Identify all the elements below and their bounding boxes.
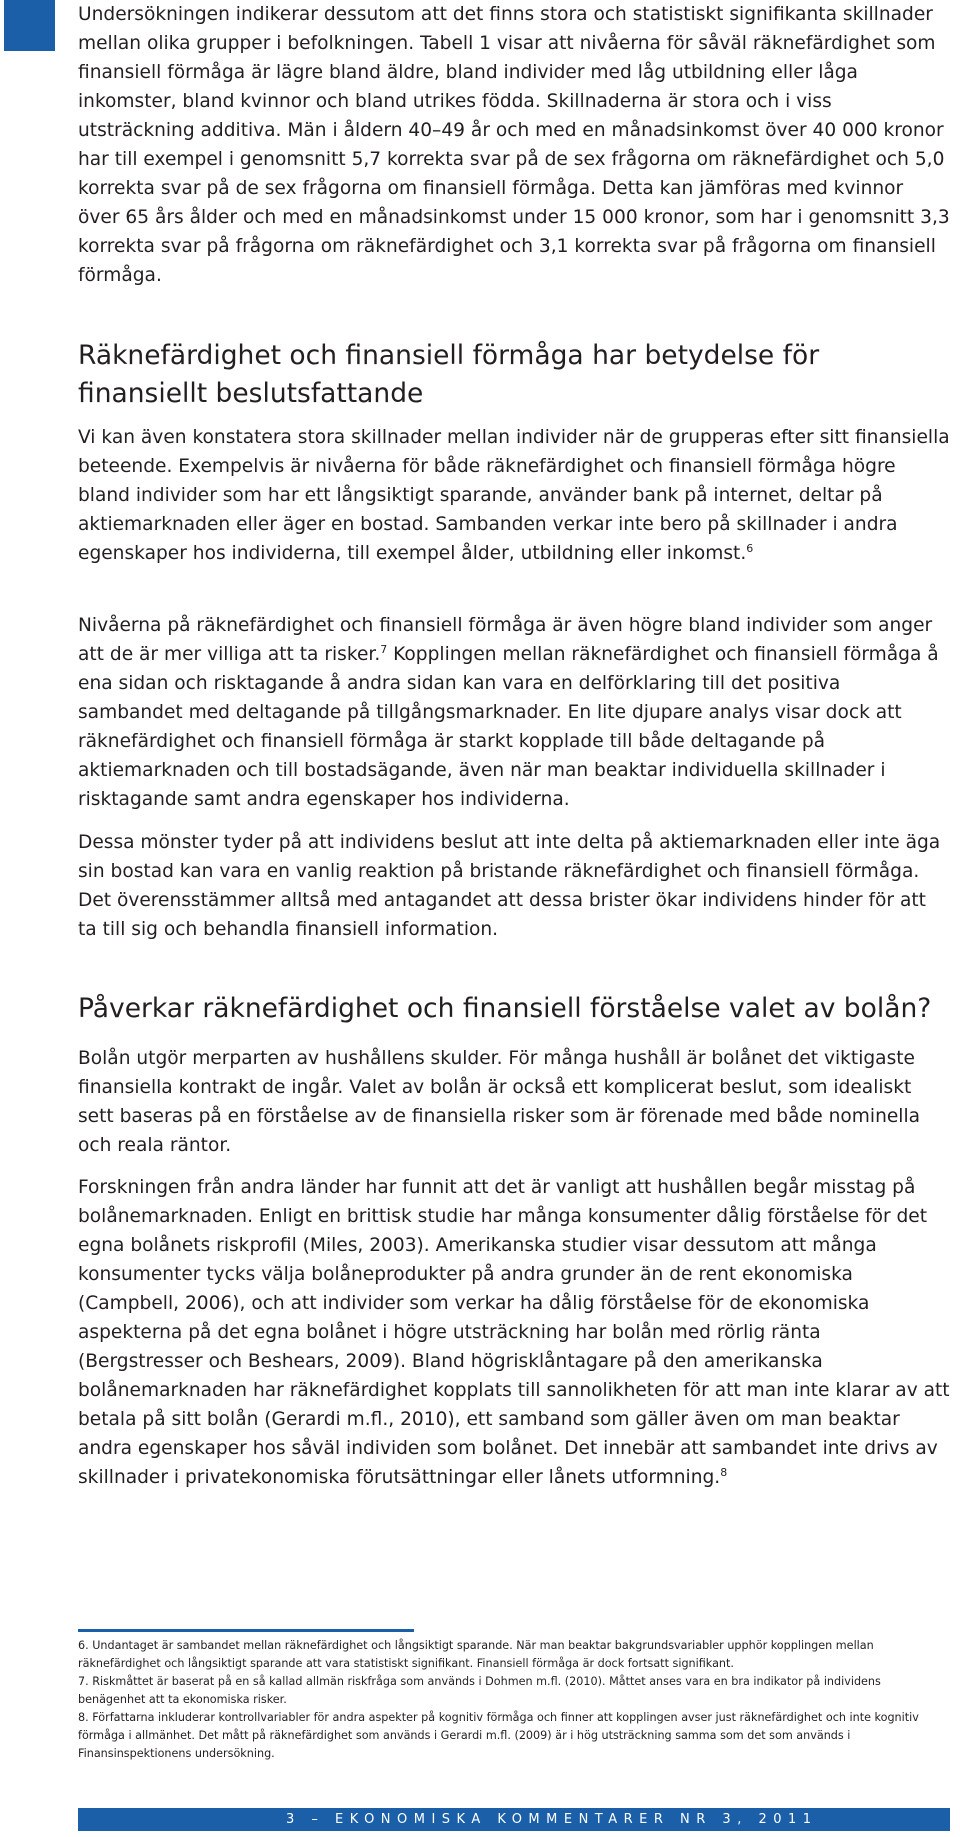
footnote: 6. Undantaget är sambandet mellan räknefärdighet och långsiktigt sparande. När man beaktar bakgrundsvariabler upphör kopplingen mellan räknefärdighet och långsiktigt sparande att vara statistiskt signifikant. Finansiell förmåga är dock fortsatt signifikant.: [78, 1639, 874, 1670]
body-paragraph: Bolån utgör merparten av hushållens skulder. För många hushåll är bolånet det viktigaste finansiella kontrakt de ingår. Valet av bolån är också ett komplicerat beslut, som idealiskt sett baseras på en förståelse av de finansiella risker som är förenade med både nominella och reala räntor.: [78, 1048, 921, 1156]
footnote-reference: 6: [746, 541, 754, 555]
body-paragraph: Undersökningen indikerar dessutom att det finns stora och statistiskt signifikanta skillnader mellan olika grupper i befolkningen. Tabell 1 visar att nivåerna för såväl räknefärdighet som finansiell förmåga är lägre bland äldre, bland individer med låg utbildning eller låga inkomster, bland kvinnor och bland utrikes födda. Skillnaderna är stora och i viss utsträckning additiva. Män i åldern 40–49 år och med en månadsinkomst över 40 000 kronor har till exempel i genomsnitt 5,7 korrekta svar på de sex frågorna om räknefärdighet och 5,0 korrekta svar på de sex frågorna om finansiell förmåga. Detta kan jämföras med kvinnor över 65 års ålder och med en månadsinkomst under 15 000 kronor, som har i genomsnitt 3,3 korrekta svar på frågorna om räknefärdighet och 3,1 korrekta svar på frågorna om finansiell förmåga.: [78, 4, 950, 286]
paragraph-text: Nivåerna på räknefärdighet och finansiell förmåga är även högre bland individer som anger att de är mer villiga att ta risker.: [78, 615, 933, 665]
paragraph-text: Forskningen från andra länder har funnit att det är vanligt att hushållen begår misstag på bolånemarknaden. Enligt en brittisk studie har många konsumenter dålig förståelse för det egna bolånets riskprofil (Miles, 2003). Amerikanska studier visar dessutom att många konsumenter tycks välja bolåneprodukter på andra grunder än de rent ekonomiska (Campbell, 2006), och att individer som verkar ha dålig förståelse för de ekonomiska aspekterna på det egna bolånet i högre utsträckning har bolån med rörlig ränta (Bergstresser och Beshears, 2009). Bland högrisklåntagare på den amerikanska bolånemarknaden har räknefärdighet kopplats till sannolikheten för att man inte klarar av att betala på sitt bolån (Gerardi m.fl., 2010), ett samband som gäller även om man beaktar andra egenskaper hos såväl individen som bolånet. Det innebär att sambandet inte drivs av skillnader i privatekonomiska förutsättningar eller lånets utformning.: [78, 1177, 950, 1488]
section-heading: Påverkar räknefärdighet och finansiell förståelse valet av bolån?: [78, 993, 932, 1024]
footnote-reference: 7: [380, 642, 388, 656]
corner-accent-block: [4, 0, 55, 51]
body-paragraph: [78, 611, 950, 814]
paragraph-text: Vi kan även konstatera stora skillnader mellan individer när de grupperas efter sitt finansiella beteende. Exempelvis är nivåerna för både räknefärdighet och finansiell förmåga högre bland individer som har ett långsiktigt sparande, använder bank på internet, deltar på aktiemarknaden eller äger en bostad. Sambanden verkar inte bero på skillnader i andra egenskaper hos individerna, till exempel ålder, utbildning eller inkomst.: [78, 427, 950, 564]
page-footer: [78, 1808, 950, 1831]
section-heading: Räknefärdighet och finansiell förmåga har betydelse för finansiellt beslutsfattande: [78, 340, 820, 409]
body-paragraph: [78, 423, 950, 568]
paragraph-text: Kopplingen mellan räknefärdighet och finansiell förmåga å ena sidan och risktagande å andra sidan kan vara en delförklaring till det positiva sambandet med deltagande på tillgångsmarknader. En lite djupare analys visar dock att räknefärdighet och finansiell förmåga är starkt kopplade till både deltagande på aktiemarknaden och till bostadsägande, även när man beaktar individuella skillnader i risktagande samt andra egenskaper hos individerna.: [78, 644, 939, 810]
body-paragraph: Dessa mönster tyder på att individens beslut att inte delta på aktiemarknaden eller inte äga sin bostad kan vara en vanlig reaktion på bristande räknefärdighet och finansiell förmåga. Det överensstämmer alltså med antagandet att dessa brister ökar individens hinder för att ta till sig och behandla finansiell information.: [78, 832, 941, 940]
footnote-divider: [78, 1629, 414, 1632]
footer-text: 3 – EKONOMISKA KOMMENTARER NR 3, 2011: [286, 1812, 818, 1827]
body-paragraph: [78, 1173, 950, 1492]
footnote: 8. Författarna inkluderar kontrollvariabler för andra aspekter på kognitiv förmåga och finner att kopplingen avser just räknefärdighet och inte kognitiv förmåga i allmänhet. Det mått på räknefärdighet som används i Gerardi m.fl. (2009) är i hög utsträckning samma som det som används i Finansinspektionens undersökning.: [78, 1711, 919, 1760]
footnote-reference: 8: [720, 1465, 728, 1479]
footnotes: [78, 1637, 950, 1763]
footnote: 7. Riskmåttet är baserat på en så kallad allmän riskfråga som används i Dohmen m.fl. (2010). Måttet anses vara en bra indikator på individens benägenhet att ta ekonomiska risker.: [78, 1675, 881, 1706]
